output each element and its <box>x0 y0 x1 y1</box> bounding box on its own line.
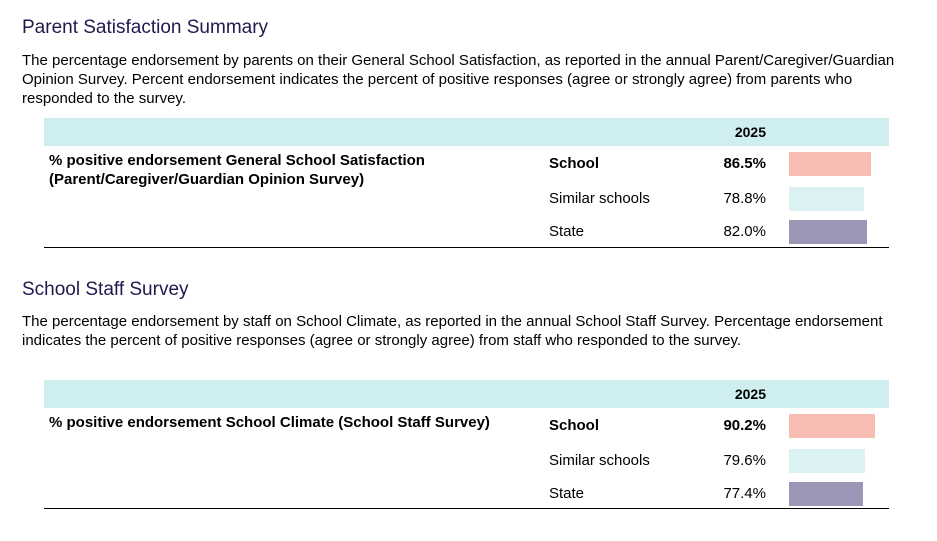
section-description: The percentage endorsement by staff on School Climate, as reported in the annual School Staff Survey. Percentage endorsement indicates the percent of positive responses (agree or strongly agree) from staff who responded to the survey. <box>22 313 883 349</box>
value-bar <box>789 482 863 506</box>
row-label: Similar schools <box>549 190 650 207</box>
table-header <box>44 380 889 408</box>
endorsement-table <box>44 380 889 510</box>
table-row <box>44 217 889 245</box>
row-value: 78.8% <box>723 190 766 207</box>
year-label: 2025 <box>734 386 766 402</box>
row-value: 77.4% <box>723 485 766 502</box>
endorsement-table <box>44 118 889 248</box>
value-bar <box>789 449 865 473</box>
section-title: School Staff Survey <box>22 279 189 300</box>
table-row <box>44 479 889 507</box>
table-row <box>44 411 889 439</box>
row-value: 82.0% <box>723 223 766 240</box>
value-bar <box>789 187 864 211</box>
row-label: School <box>549 417 600 434</box>
row-value: 90.2% <box>723 417 766 434</box>
section-description: The percentage endorsement by parents on their General School Satisfaction, as reported in the annual Parent/Caregiver/Guardian Opinion Survey. Percent endorsement indicates the percent of positive responses (agree or strongly agree) from parents who responded to the survey. <box>22 52 895 107</box>
table-row <box>44 149 889 177</box>
row-label: School <box>549 155 600 172</box>
table-row <box>44 446 889 474</box>
row-label: State <box>549 223 585 240</box>
table-row <box>44 184 889 212</box>
section-title: Parent Satisfaction Summary <box>22 17 269 38</box>
row-value: 79.6% <box>723 452 766 469</box>
table-bottom-rule <box>44 508 889 509</box>
row-label: State <box>549 485 585 502</box>
measure-label: % positive endorsement School Climate (School Staff Survey) <box>49 414 490 431</box>
year-label: 2025 <box>734 124 766 140</box>
value-bar <box>789 152 871 176</box>
value-bar <box>789 220 867 244</box>
row-value: 86.5% <box>723 155 766 172</box>
table-header <box>44 118 889 146</box>
value-bar <box>789 414 875 438</box>
row-label: Similar schools <box>549 452 650 469</box>
table-bottom-rule <box>44 247 889 248</box>
measure-label: % positive endorsement General School Satisfaction (Parent/Caregiver/Guardian Opinion Survey) <box>49 152 425 188</box>
